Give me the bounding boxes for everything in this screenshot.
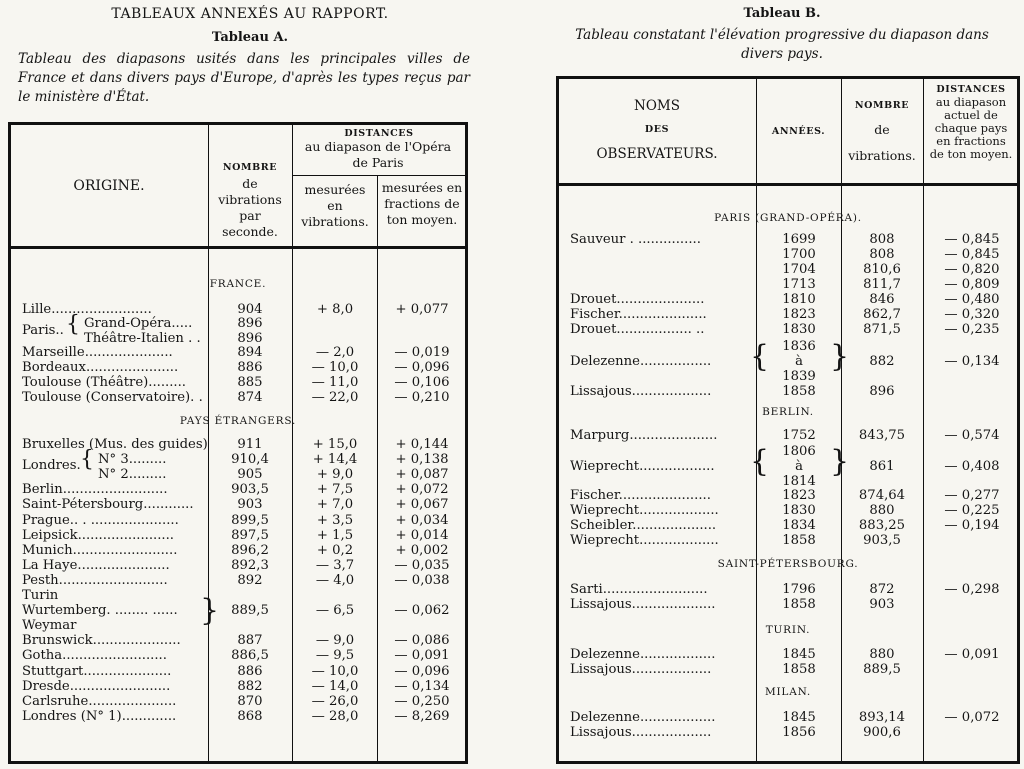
distance-value: — 0,320 — [944, 307, 1000, 322]
vibrations-value: 896,2 — [231, 542, 269, 558]
vibrations-value: 894 — [237, 345, 263, 360]
distance-value: — 0,225 — [944, 503, 1000, 518]
origin-name: Toulouse (Conservatoire). . — [22, 390, 203, 405]
distance-value: — 0,298 — [944, 582, 1000, 597]
distance-vibrations: — 11,0 — [311, 375, 359, 390]
distance-fractions: + 0,138 — [395, 452, 449, 468]
tableau-a-caption: Tableau des diapasons usités dans les principales villes de France et dans divers pays d'Europe, d'après les types reçus par le ministère d'État. — [18, 51, 470, 105]
col-header-nombre: de vibrations par seconde. — [218, 176, 282, 239]
origin-name: Lille........................ — [22, 302, 152, 317]
vibrations-value: 868 — [237, 708, 263, 724]
col-divider — [292, 125, 293, 761]
vibrations-value: 874 — [237, 390, 263, 405]
section-paris: PARIS (GRAND-OPÉRA). — [714, 212, 862, 224]
vibrations-value: 862,7 — [863, 307, 901, 322]
section-saint-petersbourg: SAINT-PÉTERSBOURG. — [717, 558, 859, 570]
distance-fractions: — 0,019 — [394, 345, 450, 360]
vibrations-value: 889,5 — [231, 603, 269, 619]
distance-vibrations: — 9,5 — [315, 648, 355, 664]
col-divider — [208, 125, 209, 761]
distance-value: — 0,194 — [944, 518, 1000, 533]
origin-name: Gotha......................... — [22, 648, 167, 664]
origin-name: Weymar — [22, 618, 77, 634]
origin-name: Pesth.......................... — [22, 572, 168, 588]
main-title: TABLEAUX ANNEXÉS AU RAPPORT. — [111, 6, 389, 22]
distance-vibrations: — 10,0 — [311, 360, 359, 375]
vibrations-value: 871,5 — [863, 322, 901, 337]
section-milan: MILAN. — [764, 686, 812, 698]
year-value: 1752 — [782, 428, 816, 443]
observer-name: Delezenne................. — [570, 354, 712, 369]
distance-vibrations: + 8,0 — [316, 302, 354, 317]
distance-value: — 0,574 — [944, 428, 1000, 443]
distance-fractions: — 0,086 — [394, 633, 450, 649]
year-value: 1830 — [782, 322, 816, 337]
origin-name: Dresde........................ — [22, 678, 171, 694]
vibrations-value: 903 — [869, 597, 895, 612]
vibrations-value: 904 — [237, 302, 263, 317]
year-value: 1713 — [782, 277, 816, 292]
year-value: 1858 — [782, 533, 816, 548]
observer-name: Lissajous................... — [570, 725, 712, 740]
col-header-vibrations: vibrations. — [848, 148, 916, 163]
observer-name: Delezenne.................. — [570, 710, 716, 725]
origin-name: Londres (N° 1)............. — [22, 708, 177, 724]
vibrations-value: 882 — [237, 678, 263, 694]
distance-vibrations: — 2,0 — [315, 345, 355, 360]
col-header-observateurs: OBSERVATEURS. — [596, 146, 718, 162]
distance-fractions: + 0,077 — [395, 302, 449, 317]
origin-name: N° 3......... — [98, 452, 167, 468]
brace-wurtemberg: } — [200, 593, 220, 628]
distance-fractions: + 0,034 — [395, 512, 449, 528]
vibrations-value: 896 — [237, 316, 263, 331]
origin-name: Bordeaux...................... — [22, 360, 179, 375]
origin-name: Bruxelles (Mus. des guides) — [22, 437, 208, 452]
vibrations-value: 892,3 — [231, 557, 269, 573]
distance-fractions: + 0,014 — [395, 527, 449, 543]
distance-vibrations: + 0,2 — [316, 542, 354, 558]
distance-value: — 0,408 — [944, 459, 1000, 474]
year-value: 1704 — [782, 262, 816, 277]
year-value: 1699 — [782, 232, 816, 247]
vibrations-value: 903,5 — [231, 482, 269, 498]
year-value: 1839 — [782, 369, 816, 384]
year-value: 1810 — [782, 292, 816, 307]
distance-value: — 0,134 — [944, 354, 1000, 369]
tableau-b-page — [540, 0, 1024, 769]
brace-years: { — [750, 444, 770, 479]
vibrations-value: 887 — [237, 633, 263, 649]
origin-name: Wurtemberg. ........ ...... — [22, 603, 178, 619]
origin-name: Prague.. . ..................... — [22, 512, 179, 528]
origin-name: Stuttgart..................... — [22, 663, 172, 679]
vibrations-value: 889,5 — [863, 662, 901, 677]
observer-name: Drouet.................. .. — [570, 322, 705, 337]
brace-years: { — [750, 339, 770, 374]
year-value: 1814 — [782, 474, 816, 489]
vibrations-value: 886 — [237, 360, 263, 375]
tableau-a-label: Tableau A. — [211, 30, 289, 45]
distance-value: — 0,820 — [944, 262, 1000, 277]
distance-vibrations: — 4,0 — [315, 572, 355, 588]
year-value: 1830 — [782, 503, 816, 518]
vibrations-value: 882 — [869, 354, 895, 369]
distance-vibrations: + 9,0 — [316, 467, 354, 483]
vibrations-value: 872 — [869, 582, 895, 597]
vibrations-value: 903,5 — [863, 533, 901, 548]
distance-vibrations: — 9,0 — [315, 633, 355, 649]
distance-fractions: — 8,269 — [394, 708, 450, 724]
distance-value: — 0,809 — [944, 277, 1000, 292]
year-value: 1823 — [782, 307, 816, 322]
vibrations-value: 861 — [869, 459, 895, 474]
col-header-distances: au diapason actuel de chaque pays en fractions de ton moyen. — [929, 95, 1013, 161]
header-rule — [559, 183, 1017, 186]
distance-value: — 0,091 — [944, 647, 1000, 662]
vibrations-value: 886,5 — [231, 648, 269, 664]
year-value: 1845 — [782, 710, 816, 725]
distance-fractions: — 0,210 — [394, 390, 450, 405]
observer-name: Sarti......................... — [570, 582, 708, 597]
observer-name: Fischer..................... — [570, 307, 707, 322]
distance-fractions: — 0,250 — [394, 693, 450, 709]
distance-vibrations: — 10,0 — [311, 663, 359, 679]
vibrations-value: 896 — [237, 331, 263, 346]
distance-fractions: — 0,096 — [394, 663, 450, 679]
section-france: FRANCE. — [209, 278, 267, 290]
col-header-origine: ORIGINE. — [73, 178, 145, 194]
origin-name: Leipsick....................... — [22, 527, 174, 543]
brace-londres: { — [80, 447, 94, 472]
distance-fractions: + 0,144 — [395, 437, 449, 452]
distance-fractions: — 0,134 — [394, 678, 450, 694]
vibrations-value: 903 — [237, 497, 263, 513]
origin-name: Saint-Pétersbourg............ — [22, 497, 194, 513]
distance-value: — 0,845 — [944, 247, 1000, 262]
origin-name: Berlin......................... — [22, 482, 168, 498]
distance-value: — 0,277 — [944, 488, 1000, 503]
distance-vibrations: — 6,5 — [315, 603, 355, 619]
vibrations-value: 808 — [869, 232, 895, 247]
origin-name: Grand-Opéra..... — [84, 316, 193, 331]
vibrations-value: 899,5 — [231, 512, 269, 528]
distance-value: — 0,845 — [944, 232, 1000, 247]
vibrations-value: 843,75 — [858, 428, 906, 443]
londres-label: Londres. — [22, 458, 81, 473]
distance-vibrations: — 26,0 — [311, 693, 359, 709]
origin-name: Munich......................... — [22, 542, 178, 558]
year-value: 1845 — [782, 647, 816, 662]
distance-fractions: — 0,038 — [394, 572, 450, 588]
observer-name: Wieprecht.................. — [570, 459, 715, 474]
vibrations-value: 892 — [237, 572, 263, 588]
col-header-des: DES — [644, 124, 670, 135]
observer-name: Delezenne.................. — [570, 647, 716, 662]
section-turin: TURIN. — [765, 624, 811, 636]
tableau-b-label: Tableau B. — [743, 6, 821, 21]
vibrations-value: 911 — [237, 437, 263, 452]
observer-name: Scheibler.................... — [570, 518, 717, 533]
tableau-a-page — [0, 0, 500, 769]
distance-fractions: — 0,035 — [394, 557, 450, 573]
year-value: 1700 — [782, 247, 816, 262]
year-value: 1834 — [782, 518, 816, 533]
distance-fractions: — 0,106 — [394, 375, 450, 390]
distance-vibrations: + 15,0 — [312, 437, 358, 452]
paris-label: Paris.. — [22, 323, 64, 338]
distance-fractions: — 0,096 — [394, 360, 450, 375]
vibrations-value: 905 — [237, 467, 263, 483]
col-header-de: de — [874, 122, 890, 137]
origin-name: Brunswick..................... — [22, 633, 181, 649]
vibrations-value: 880 — [869, 503, 895, 518]
distance-vibrations: + 14,4 — [312, 452, 358, 468]
distance-vibrations: + 7,0 — [316, 497, 354, 513]
vibrations-value: 885 — [237, 375, 263, 390]
col-header-distances: au diapason de l'Opéra de Paris — [304, 139, 452, 170]
observer-name: Drouet..................... — [570, 292, 705, 307]
section-pays-etrangers: PAYS ÉTRANGERS. — [179, 415, 297, 427]
section-berlin: BERLIN. — [762, 406, 814, 418]
observer-name: Wieprecht................... — [570, 533, 719, 548]
distance-vibrations: — 3,7 — [315, 557, 355, 573]
origin-name: Théâtre-Italien . . — [84, 331, 201, 346]
observer-name: Marpurg..................... — [570, 428, 718, 443]
vibrations-value: 846 — [869, 292, 895, 307]
distance-vibrations: + 1,5 — [316, 527, 354, 543]
year-range-a: à — [795, 459, 803, 474]
distance-vibrations: + 7,5 — [316, 482, 354, 498]
distance-fractions: — 0,062 — [394, 603, 450, 619]
vibrations-value: 883,25 — [858, 518, 906, 533]
col-header-vibrations: mesurées en vibrations. — [301, 182, 369, 229]
vibrations-value: 896 — [869, 384, 895, 399]
observer-name: Fischer...................... — [570, 488, 711, 503]
year-value: 1836 — [782, 339, 816, 354]
year-range-a: à — [795, 354, 803, 369]
year-value: 1796 — [782, 582, 816, 597]
col-header-nombre-small: NOMBRE — [222, 162, 278, 173]
col-header-distances-small: DISTANCES — [936, 84, 1006, 95]
year-value: 1823 — [782, 488, 816, 503]
vibrations-value: 870 — [237, 693, 263, 709]
origin-name: N° 2......... — [98, 467, 167, 483]
col-divider — [923, 79, 924, 761]
observer-name: Lissajous.................... — [570, 597, 716, 612]
distance-fractions: + 0,067 — [395, 497, 449, 513]
vibrations-value: 811,7 — [863, 277, 901, 292]
year-value: 1858 — [782, 662, 816, 677]
col-header-fractions: mesurées en fractions de ton moyen. — [381, 180, 463, 227]
origin-name: La Haye...................... — [22, 557, 170, 573]
distance-fractions: + 0,072 — [395, 482, 449, 498]
vibrations-value: 880 — [869, 647, 895, 662]
vibrations-value: 808 — [869, 247, 895, 262]
origin-name: Carlsruhe..................... — [22, 693, 177, 709]
year-value: 1856 — [782, 725, 816, 740]
distance-vibrations: + 3,5 — [316, 512, 354, 528]
vibrations-value: 910,4 — [231, 452, 269, 468]
col-header-noms: NOMS — [634, 98, 680, 114]
brace-years: } — [830, 444, 850, 479]
brace-paris: { — [66, 312, 80, 337]
distance-fractions: + 0,002 — [395, 542, 449, 558]
header-rule — [11, 246, 465, 249]
distance-fractions: + 0,087 — [395, 467, 449, 483]
col-divider — [756, 79, 757, 761]
col-header-distances-small: DISTANCES — [344, 128, 414, 139]
origin-name: Toulouse (Théâtre)......... — [22, 375, 186, 390]
observer-name: Lissajous................... — [570, 384, 712, 399]
observer-name: Sauveur . ............... — [570, 232, 701, 247]
brace-years: } — [830, 339, 850, 374]
year-value: 1806 — [782, 444, 816, 459]
vibrations-value: 810,6 — [863, 262, 901, 277]
vibrations-value: 897,5 — [231, 527, 269, 543]
col-header-nombre-small: NOMBRE — [854, 100, 910, 111]
origin-name: Turin — [22, 588, 59, 603]
vibrations-value: 900,6 — [863, 725, 901, 740]
vibrations-value: 893,14 — [858, 710, 906, 725]
distance-fractions: — 0,091 — [394, 648, 450, 664]
distance-vibrations: — 22,0 — [311, 390, 359, 405]
distance-value: — 0,072 — [944, 710, 1000, 725]
tableau-b-caption: Tableau constatant l'élévation progressive du diapason dans divers pays. — [575, 27, 989, 62]
col-header-annees: ANNÉES. — [771, 126, 826, 137]
origin-name: Marseille..................... — [22, 345, 173, 360]
distance-vibrations: — 28,0 — [311, 708, 359, 724]
distance-value: — 0,480 — [944, 292, 1000, 307]
distance-value: — 0,235 — [944, 322, 1000, 337]
observer-name: Wieprecht................... — [570, 503, 719, 518]
year-value: 1858 — [782, 384, 816, 399]
observer-name: Lissajous................... — [570, 662, 712, 677]
vibrations-value: 886 — [237, 663, 263, 679]
header-divider — [292, 175, 465, 176]
year-value: 1858 — [782, 597, 816, 612]
distance-vibrations: — 14,0 — [311, 678, 359, 694]
vibrations-value: 874,64 — [858, 488, 906, 503]
